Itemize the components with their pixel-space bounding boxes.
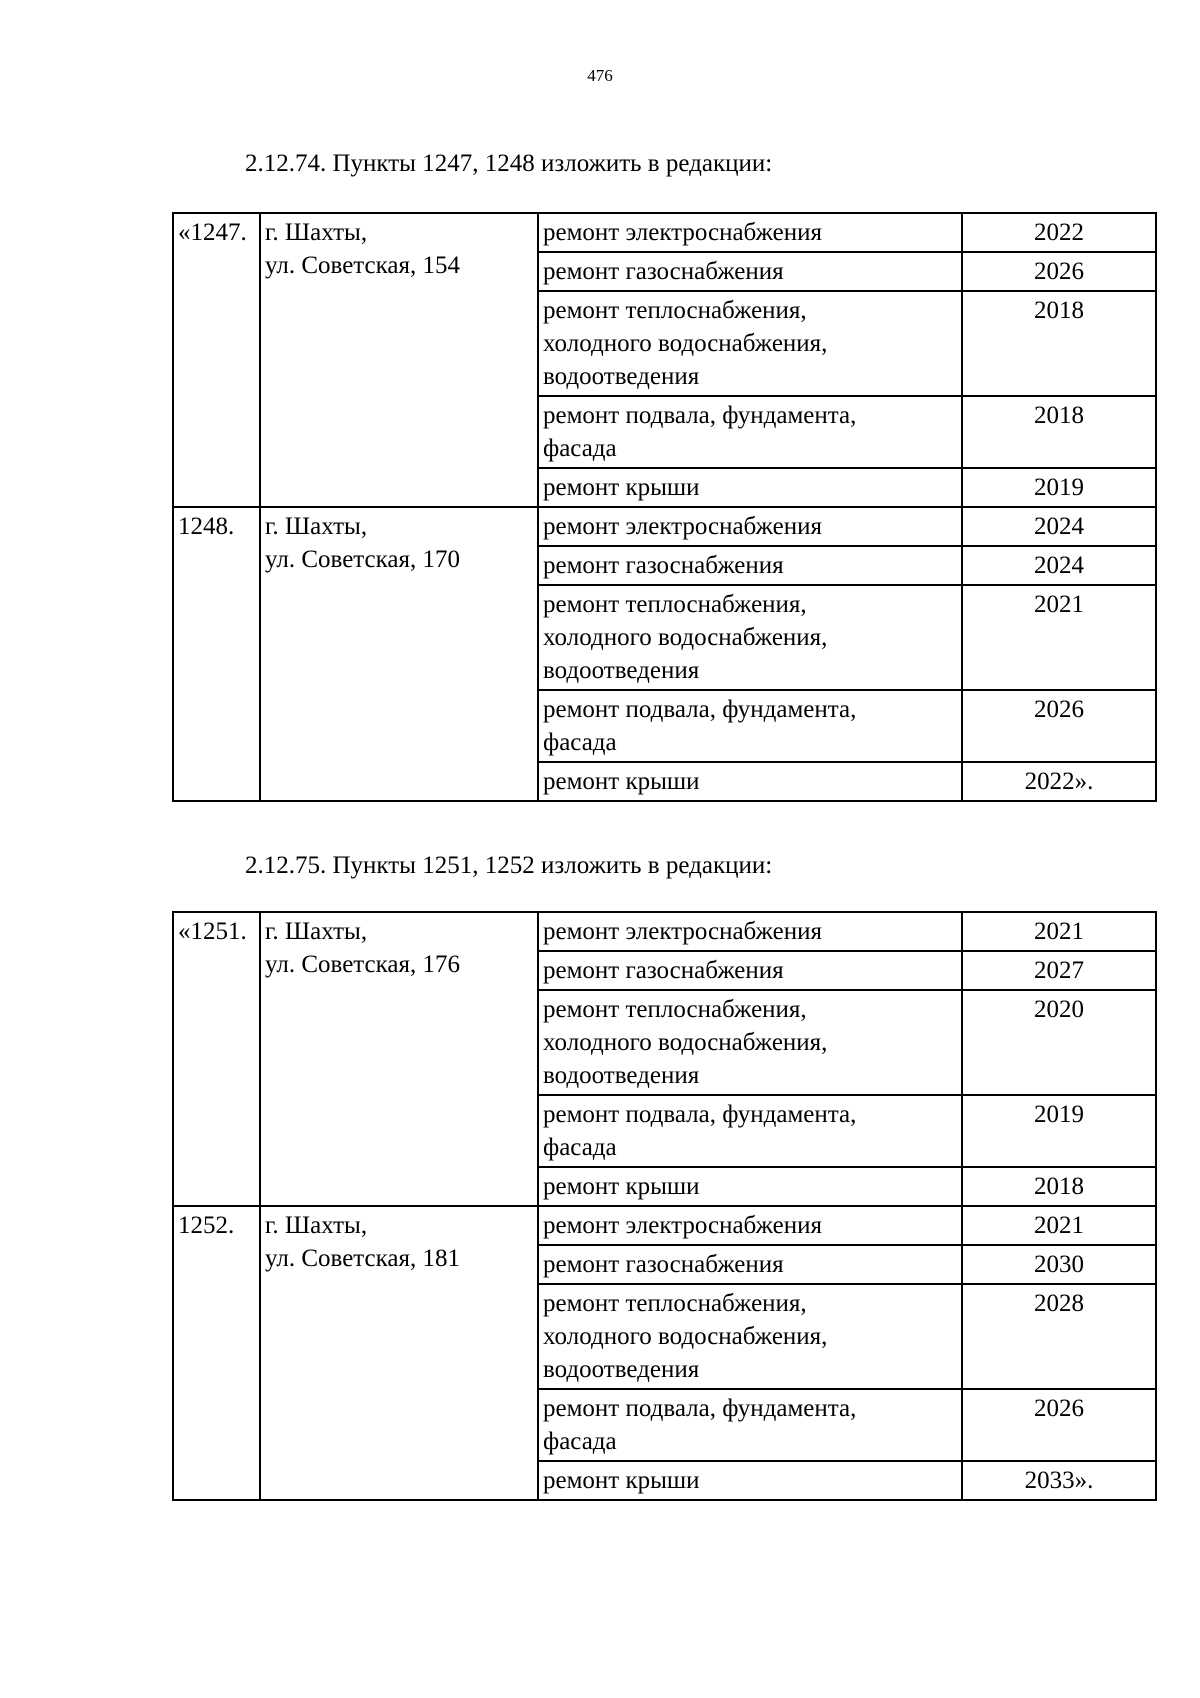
address-cell (260, 213, 538, 507)
item-number-cell: 1252. (173, 1206, 260, 1500)
work-type-line: ремонт теплоснабжения, (543, 297, 807, 324)
year-cell: 2020 (962, 990, 1156, 1095)
work-type-line: ремонт теплоснабжения, (543, 1290, 807, 1317)
year-cell: 2026 (962, 1389, 1156, 1461)
work-type-line: водоотведения (543, 657, 700, 684)
work-type-line: холодного водоснабжения, (543, 1029, 828, 1056)
table-row (173, 213, 1156, 252)
work-type-line: ремонт подвала, фундамента, (543, 1395, 857, 1422)
year-cell: 2021 (962, 1206, 1156, 1245)
section-heading: 2.12.75. Пункты 1251, 1252 изложить в редакции: (245, 852, 773, 879)
work-type-cell (538, 213, 962, 252)
work-type-cell (538, 1167, 962, 1206)
work-type-cell (538, 951, 962, 990)
address-cell (260, 507, 538, 801)
work-type-line: ремонт электроснабжения (543, 219, 822, 246)
year-cell: 2026 (962, 252, 1156, 291)
work-type-line: ремонт крыши (543, 1173, 700, 1200)
work-type-line: холодного водоснабжения, (543, 624, 828, 651)
work-type-cell (538, 252, 962, 291)
item-number-cell: 1248. (173, 507, 260, 801)
year-cell: 2019 (962, 1095, 1156, 1167)
year-cell: 2018 (962, 1167, 1156, 1206)
table-row (173, 1206, 1156, 1245)
year-cell: 2026 (962, 690, 1156, 762)
address-city: г. Шахты, (265, 219, 368, 246)
work-type-cell (538, 1461, 962, 1500)
work-type-line: ремонт подвала, фундамента, (543, 1101, 857, 1128)
year-cell: 2024 (962, 507, 1156, 546)
work-type-line: водоотведения (543, 1356, 700, 1383)
item-number-cell: «1251. (173, 912, 260, 1206)
year-cell: 2028 (962, 1284, 1156, 1389)
work-type-line: ремонт крыши (543, 1467, 700, 1494)
year-cell: 2027 (962, 951, 1156, 990)
address-cell (260, 912, 538, 1206)
section-heading: 2.12.74. Пункты 1247, 1248 изложить в редакции: (245, 150, 773, 177)
work-type-line: фасада (543, 1428, 617, 1455)
year-cell: 2033». (962, 1461, 1156, 1500)
year-cell: 2022». (962, 762, 1156, 801)
work-type-line: ремонт крыши (543, 768, 700, 795)
address-street: ул. Советская, 170 (265, 546, 460, 573)
address-cell (260, 1206, 538, 1500)
work-type-cell (538, 1389, 962, 1461)
work-type-line: ремонт подвала, фундамента, (543, 402, 857, 429)
work-type-line: ремонт электроснабжения (543, 1212, 822, 1239)
work-type-cell (538, 912, 962, 951)
address-street: ул. Советская, 176 (265, 951, 460, 978)
work-type-line: ремонт газоснабжения (543, 258, 784, 285)
work-type-cell (538, 690, 962, 762)
year-cell: 2024 (962, 546, 1156, 585)
work-type-line: холодного водоснабжения, (543, 1323, 828, 1350)
work-type-line: ремонт электроснабжения (543, 513, 822, 540)
address-street: ул. Советская, 154 (265, 252, 460, 279)
year-cell: 2018 (962, 396, 1156, 468)
table-row (173, 912, 1156, 951)
work-type-line: ремонт крыши (543, 474, 700, 501)
work-type-line: ремонт газоснабжения (543, 552, 784, 579)
work-type-line: фасада (543, 729, 617, 756)
work-type-line: ремонт газоснабжения (543, 1251, 784, 1278)
year-cell: 2021 (962, 585, 1156, 690)
work-type-line: водоотведения (543, 1062, 700, 1089)
work-type-cell (538, 990, 962, 1095)
work-type-cell (538, 1206, 962, 1245)
items-table (172, 911, 1157, 1501)
work-type-line: ремонт газоснабжения (543, 957, 784, 984)
work-type-cell (538, 396, 962, 468)
work-type-line: фасада (543, 1134, 617, 1161)
work-type-cell (538, 1284, 962, 1389)
work-type-cell (538, 1095, 962, 1167)
year-cell: 2021 (962, 912, 1156, 951)
year-cell: 2019 (962, 468, 1156, 507)
address-city: г. Шахты, (265, 918, 368, 945)
address-street: ул. Советская, 181 (265, 1245, 460, 1272)
work-type-line: ремонт теплоснабжения, (543, 996, 807, 1023)
work-type-cell (538, 291, 962, 396)
work-type-cell (538, 468, 962, 507)
work-type-cell (538, 507, 962, 546)
work-type-cell (538, 546, 962, 585)
work-type-cell (538, 762, 962, 801)
work-type-line: ремонт электроснабжения (543, 918, 822, 945)
work-type-cell (538, 585, 962, 690)
page-number: 476 (587, 66, 613, 85)
address-city: г. Шахты, (265, 513, 368, 540)
year-cell: 2030 (962, 1245, 1156, 1284)
items-table (172, 212, 1157, 802)
work-type-line: водоотведения (543, 363, 700, 390)
work-type-line: ремонт теплоснабжения, (543, 591, 807, 618)
year-cell: 2018 (962, 291, 1156, 396)
work-type-line: холодного водоснабжения, (543, 330, 828, 357)
work-type-cell (538, 1245, 962, 1284)
table-row (173, 507, 1156, 546)
item-number-cell: «1247. (173, 213, 260, 507)
address-city: г. Шахты, (265, 1212, 368, 1239)
work-type-line: фасада (543, 435, 617, 462)
year-cell: 2022 (962, 213, 1156, 252)
work-type-line: ремонт подвала, фундамента, (543, 696, 857, 723)
